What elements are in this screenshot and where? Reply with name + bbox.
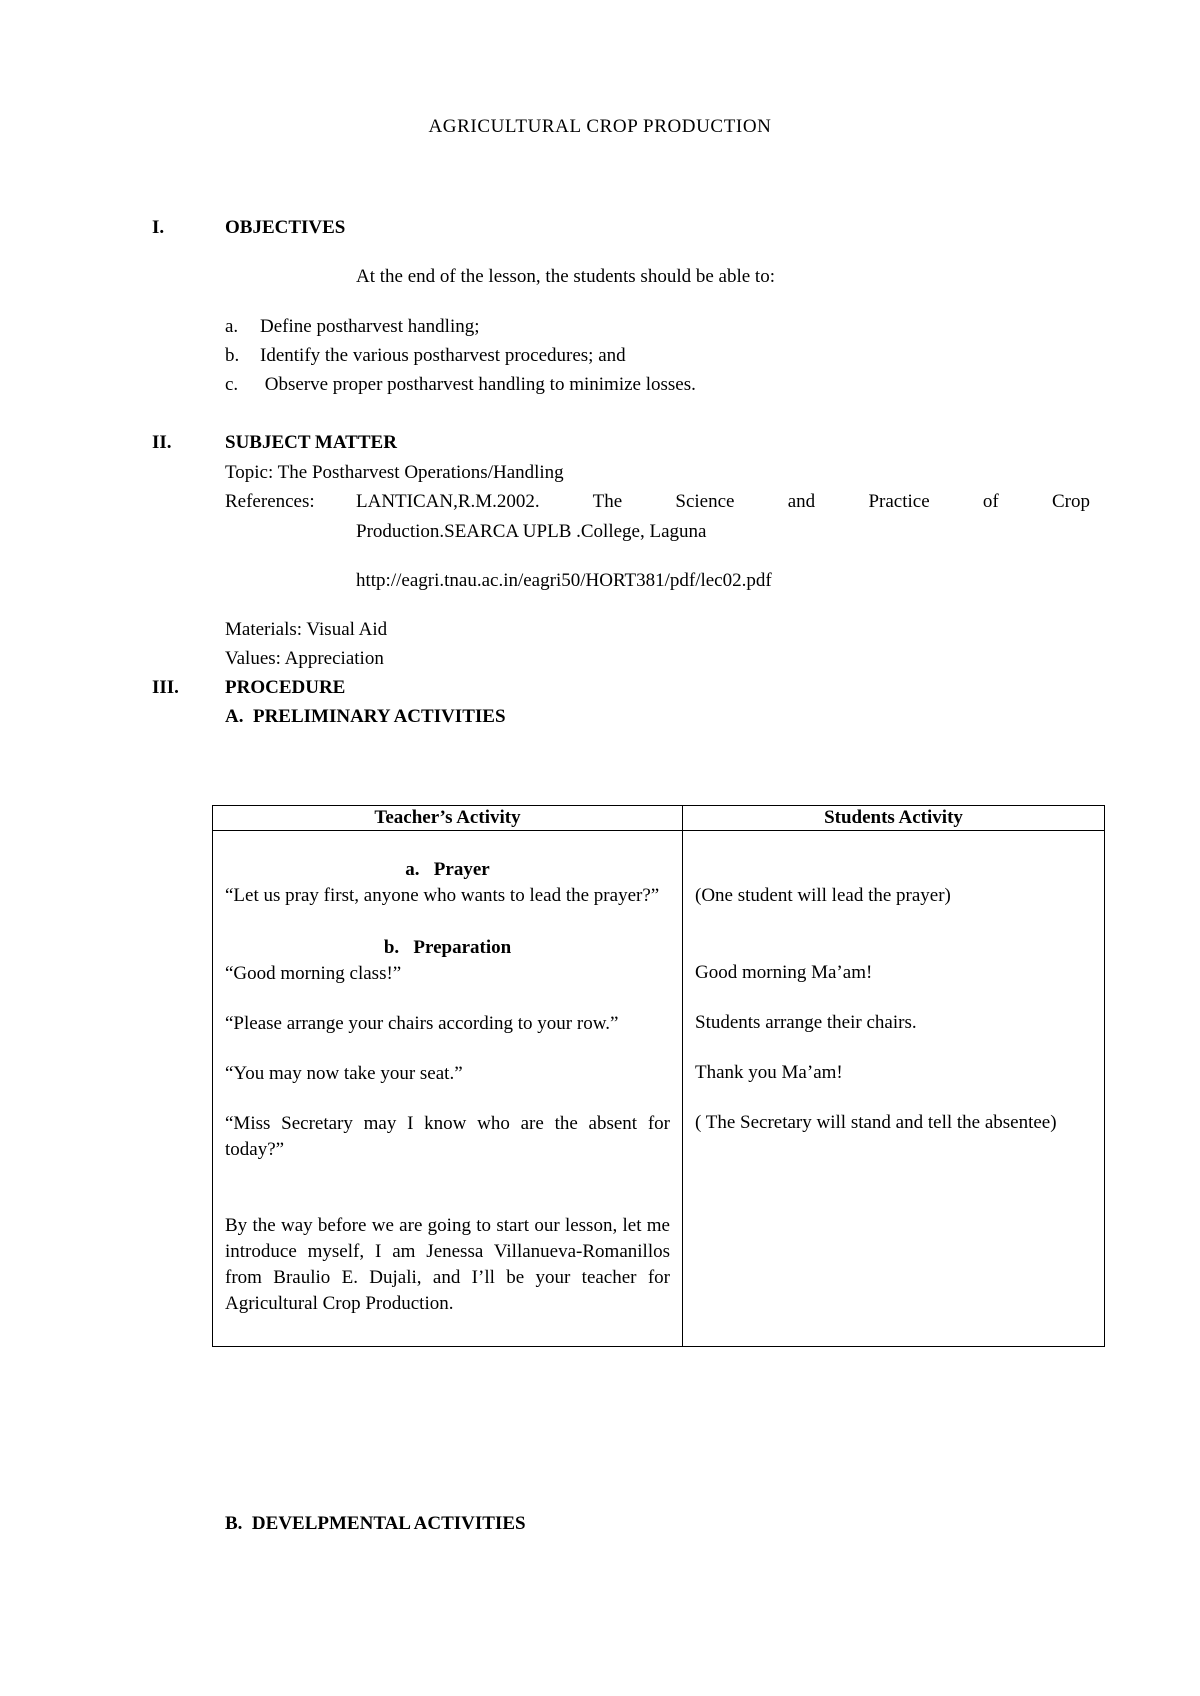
procedure-heading: PROCEDURE xyxy=(225,677,346,698)
objectives-intro: At the end of the lesson, the students should be able to: xyxy=(356,266,775,287)
document-title: AGRICULTURAL CROP PRODUCTION xyxy=(428,116,772,137)
reference-url[interactable]: http://eagri.tnau.ac.in/eagri50/HORT381/pdf/lec02.pdf xyxy=(356,570,772,591)
materials-line: Materials: Visual Aid xyxy=(225,619,388,640)
teacher-take-seat: “You may now take your seat.” xyxy=(225,1063,463,1084)
objective-marker-b: b. xyxy=(225,345,240,366)
developmental-activities-heading: B. DEVELPMENTAL ACTIVITIES xyxy=(225,1513,526,1534)
teacher-ask-absent: “Miss Secretary may I know who are the absent for today?” xyxy=(225,1113,670,1160)
student-thanks: Thank you Ma’am! xyxy=(695,1062,843,1083)
students-activity-header: Students Activity xyxy=(683,806,1105,831)
procedure-numeral: III. xyxy=(152,677,179,698)
activities-table xyxy=(212,805,1105,1347)
objective-marker-c: c. xyxy=(225,374,239,395)
student-secretary-absentee: ( The Secretary will stand and tell the absentee) xyxy=(695,1112,1057,1133)
teacher-activity-header: Teacher’s Activity xyxy=(213,806,683,831)
objective-item-a: Define postharvest handling; xyxy=(260,316,480,337)
teacher-activity-cell xyxy=(213,831,683,1347)
table-header-row xyxy=(213,806,1105,831)
objective-item-b: Identify the various postharvest procedures; and xyxy=(260,345,626,366)
objective-item-c: Observe proper postharvest handling to minimize losses. xyxy=(260,374,696,395)
objectives-numeral: I. xyxy=(152,217,165,238)
student-prayer: (One student will lead the prayer) xyxy=(695,885,951,906)
preparation-heading: b. Preparation xyxy=(383,937,512,958)
references-line-1: LANTICAN,R.M.2002. The Science and Practice of Crop xyxy=(356,491,1090,512)
values-line: Values: Appreciation xyxy=(225,648,384,669)
preliminary-activities-heading: A. PRELIMINARY ACTIVITIES xyxy=(225,706,506,727)
students-activity-cell xyxy=(683,831,1105,1347)
student-arrange-chairs: Students arrange their chairs. xyxy=(695,1012,917,1033)
references-line-2: Production.SEARCA UPLB .College, Laguna xyxy=(356,521,707,542)
teacher-greeting: “Good morning class!” xyxy=(225,963,402,984)
prayer-heading: a. Prayer xyxy=(405,859,490,880)
topic-line: Topic: The Postharvest Operations/Handling xyxy=(225,462,564,483)
subject-matter-numeral: II. xyxy=(152,432,172,453)
student-greeting: Good morning Ma’am! xyxy=(695,962,873,983)
table-row xyxy=(213,831,1105,1347)
teacher-introduction: By the way before we are going to start our lesson, let me introduce myself, I am Jenessa Villanueva-Romanillos from Braulio E. Dujali, and I’ll be your teacher for Agricultural Crop Production. xyxy=(225,1215,670,1314)
teacher-arrange-chairs: “Please arrange your chairs according to your row.” xyxy=(225,1013,619,1034)
teacher-prayer-text: “Let us pray first, anyone who wants to lead the prayer?” xyxy=(225,885,660,906)
objective-marker-a: a. xyxy=(225,316,239,337)
objectives-heading: OBJECTIVES xyxy=(225,217,346,238)
subject-matter-heading: SUBJECT MATTER xyxy=(225,432,397,453)
references-label: References: xyxy=(225,491,315,512)
